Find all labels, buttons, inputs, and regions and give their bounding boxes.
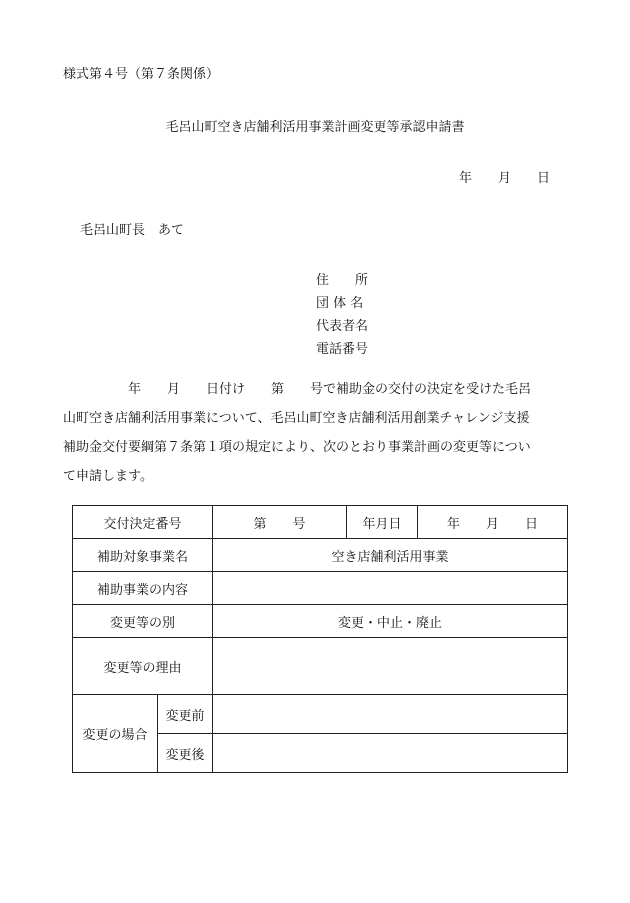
after-change-label: 変更後 [158,734,213,773]
decision-number-label: 交付決定番号 [73,506,213,539]
project-name-label: 補助対象事業名 [73,539,213,572]
document-title: 毛呂山町空き店舗利活用事業計画変更等承認申請書 [165,120,465,135]
decision-date-field[interactable]: 年 月 日 [418,506,568,539]
applicant-representative-label: 代表者名 [316,319,369,334]
form-label: 様式第４号（第７条関係） [63,67,220,82]
applicant-address-label: 住 所 [316,273,369,288]
project-name-value: 空き店舗利活用事業 [213,539,568,572]
change-reason-field[interactable] [213,638,568,695]
addressee: 毛呂山町長 あて [80,223,185,238]
change-case-label: 変更の場合 [73,695,158,773]
applicant-group-label: 団 体 名 [316,296,364,311]
before-change-label: 変更前 [158,695,213,734]
table-row [73,539,568,572]
table-row [73,638,568,695]
date-line: 年 月 日 [458,171,550,186]
before-change-field[interactable] [213,695,568,734]
table-row [73,572,568,605]
table-row [73,695,568,734]
change-type-label: 変更等の別 [73,605,213,638]
table-row [73,605,568,638]
project-content-field[interactable] [213,572,568,605]
application-form-table [72,505,568,773]
application-body-text: 年 月 日付け 第 号で補助金の交付の決定を受けた毛呂 山町空き店舗利活用事業について、毛呂山町空き店舗利活用創業チャレンジ支援 補助金交付要綱第７条第１項の規定により、次のとおり事業計画の変更等につい て申請します。 [63,382,532,484]
after-change-field[interactable] [213,734,568,773]
table-row [73,506,568,539]
decision-number-field[interactable]: 第 号 [213,506,347,539]
decision-date-label: 年月日 [347,506,418,539]
change-type-options[interactable]: 変更・中止・廃止 [213,605,568,638]
applicant-phone-label: 電話番号 [316,342,369,357]
change-reason-label: 変更等の理由 [73,638,213,695]
project-content-label: 補助事業の内容 [73,572,213,605]
